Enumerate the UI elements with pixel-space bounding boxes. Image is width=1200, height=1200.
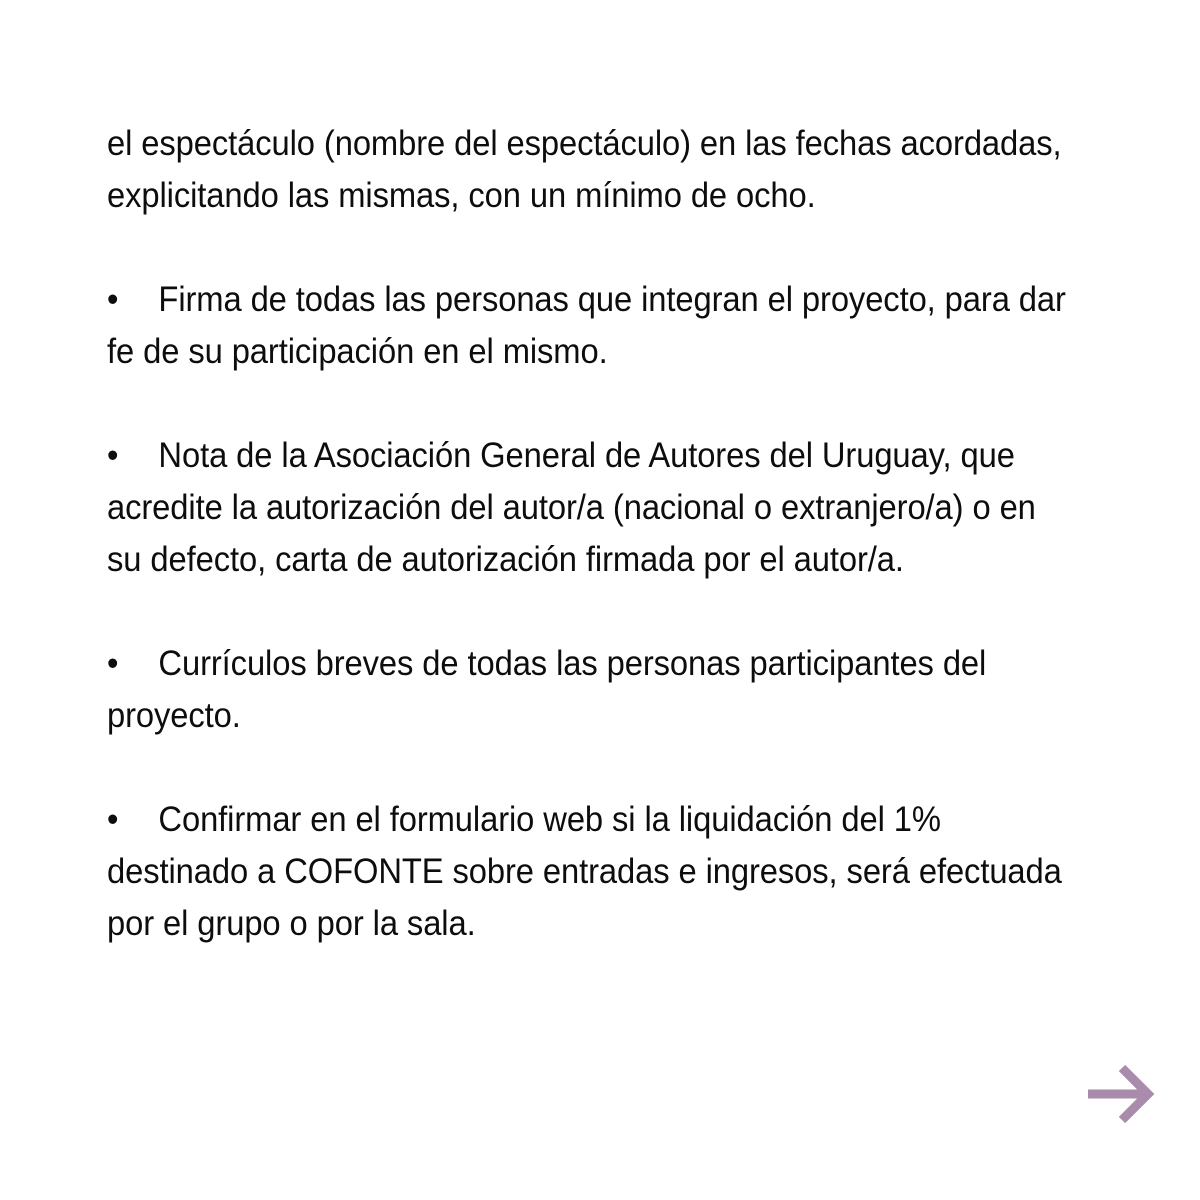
bullet-item (107, 638, 1097, 742)
text-line: destinado a COFONTE sobre entradas e ingresos, será efectuada (107, 852, 1062, 891)
text-line: proyecto. (107, 696, 241, 735)
text-line: su defecto, carta de autorización firmada por el autor/a. (107, 540, 904, 579)
bullet-item (107, 274, 1097, 378)
text-line: explicitando las mismas, con un mínimo de ocho. (107, 176, 816, 215)
text-line (107, 274, 1066, 326)
text-line (107, 430, 1033, 482)
arrow-right-icon (1082, 1058, 1158, 1130)
bullet-marker: • (107, 644, 119, 683)
slide-text-content (107, 118, 1097, 950)
text-line (107, 794, 1033, 846)
bullet-text: Confirmar en el formulario web si la liquidación del 1% (158, 800, 941, 839)
bullet-marker: • (107, 800, 119, 839)
bullet-text: Currículos breves de todas las personas participantes del (158, 644, 987, 683)
paragraph-block (107, 118, 1097, 222)
bullet-text: Firma de todas las personas que integran el proyecto, para dar (158, 280, 1066, 319)
text-line: fe de su participación en el mismo. (107, 332, 608, 371)
text-line: por el grupo o por la sala. (107, 904, 476, 943)
next-slide-button[interactable] (1082, 1058, 1158, 1130)
bullet-marker: • (107, 280, 119, 319)
bullet-item (107, 430, 1097, 586)
bullet-marker: • (107, 436, 119, 475)
text-line: acredite la autorización del autor/a (nacional o extranjero/a) o en (107, 488, 1036, 527)
text-line (107, 638, 1033, 690)
text-line: el espectáculo (nombre del espectáculo) en las fechas acordadas, (107, 124, 1062, 163)
bullet-item (107, 794, 1097, 950)
bullet-text: Nota de la Asociación General de Autores del Uruguay, que (158, 436, 1015, 475)
